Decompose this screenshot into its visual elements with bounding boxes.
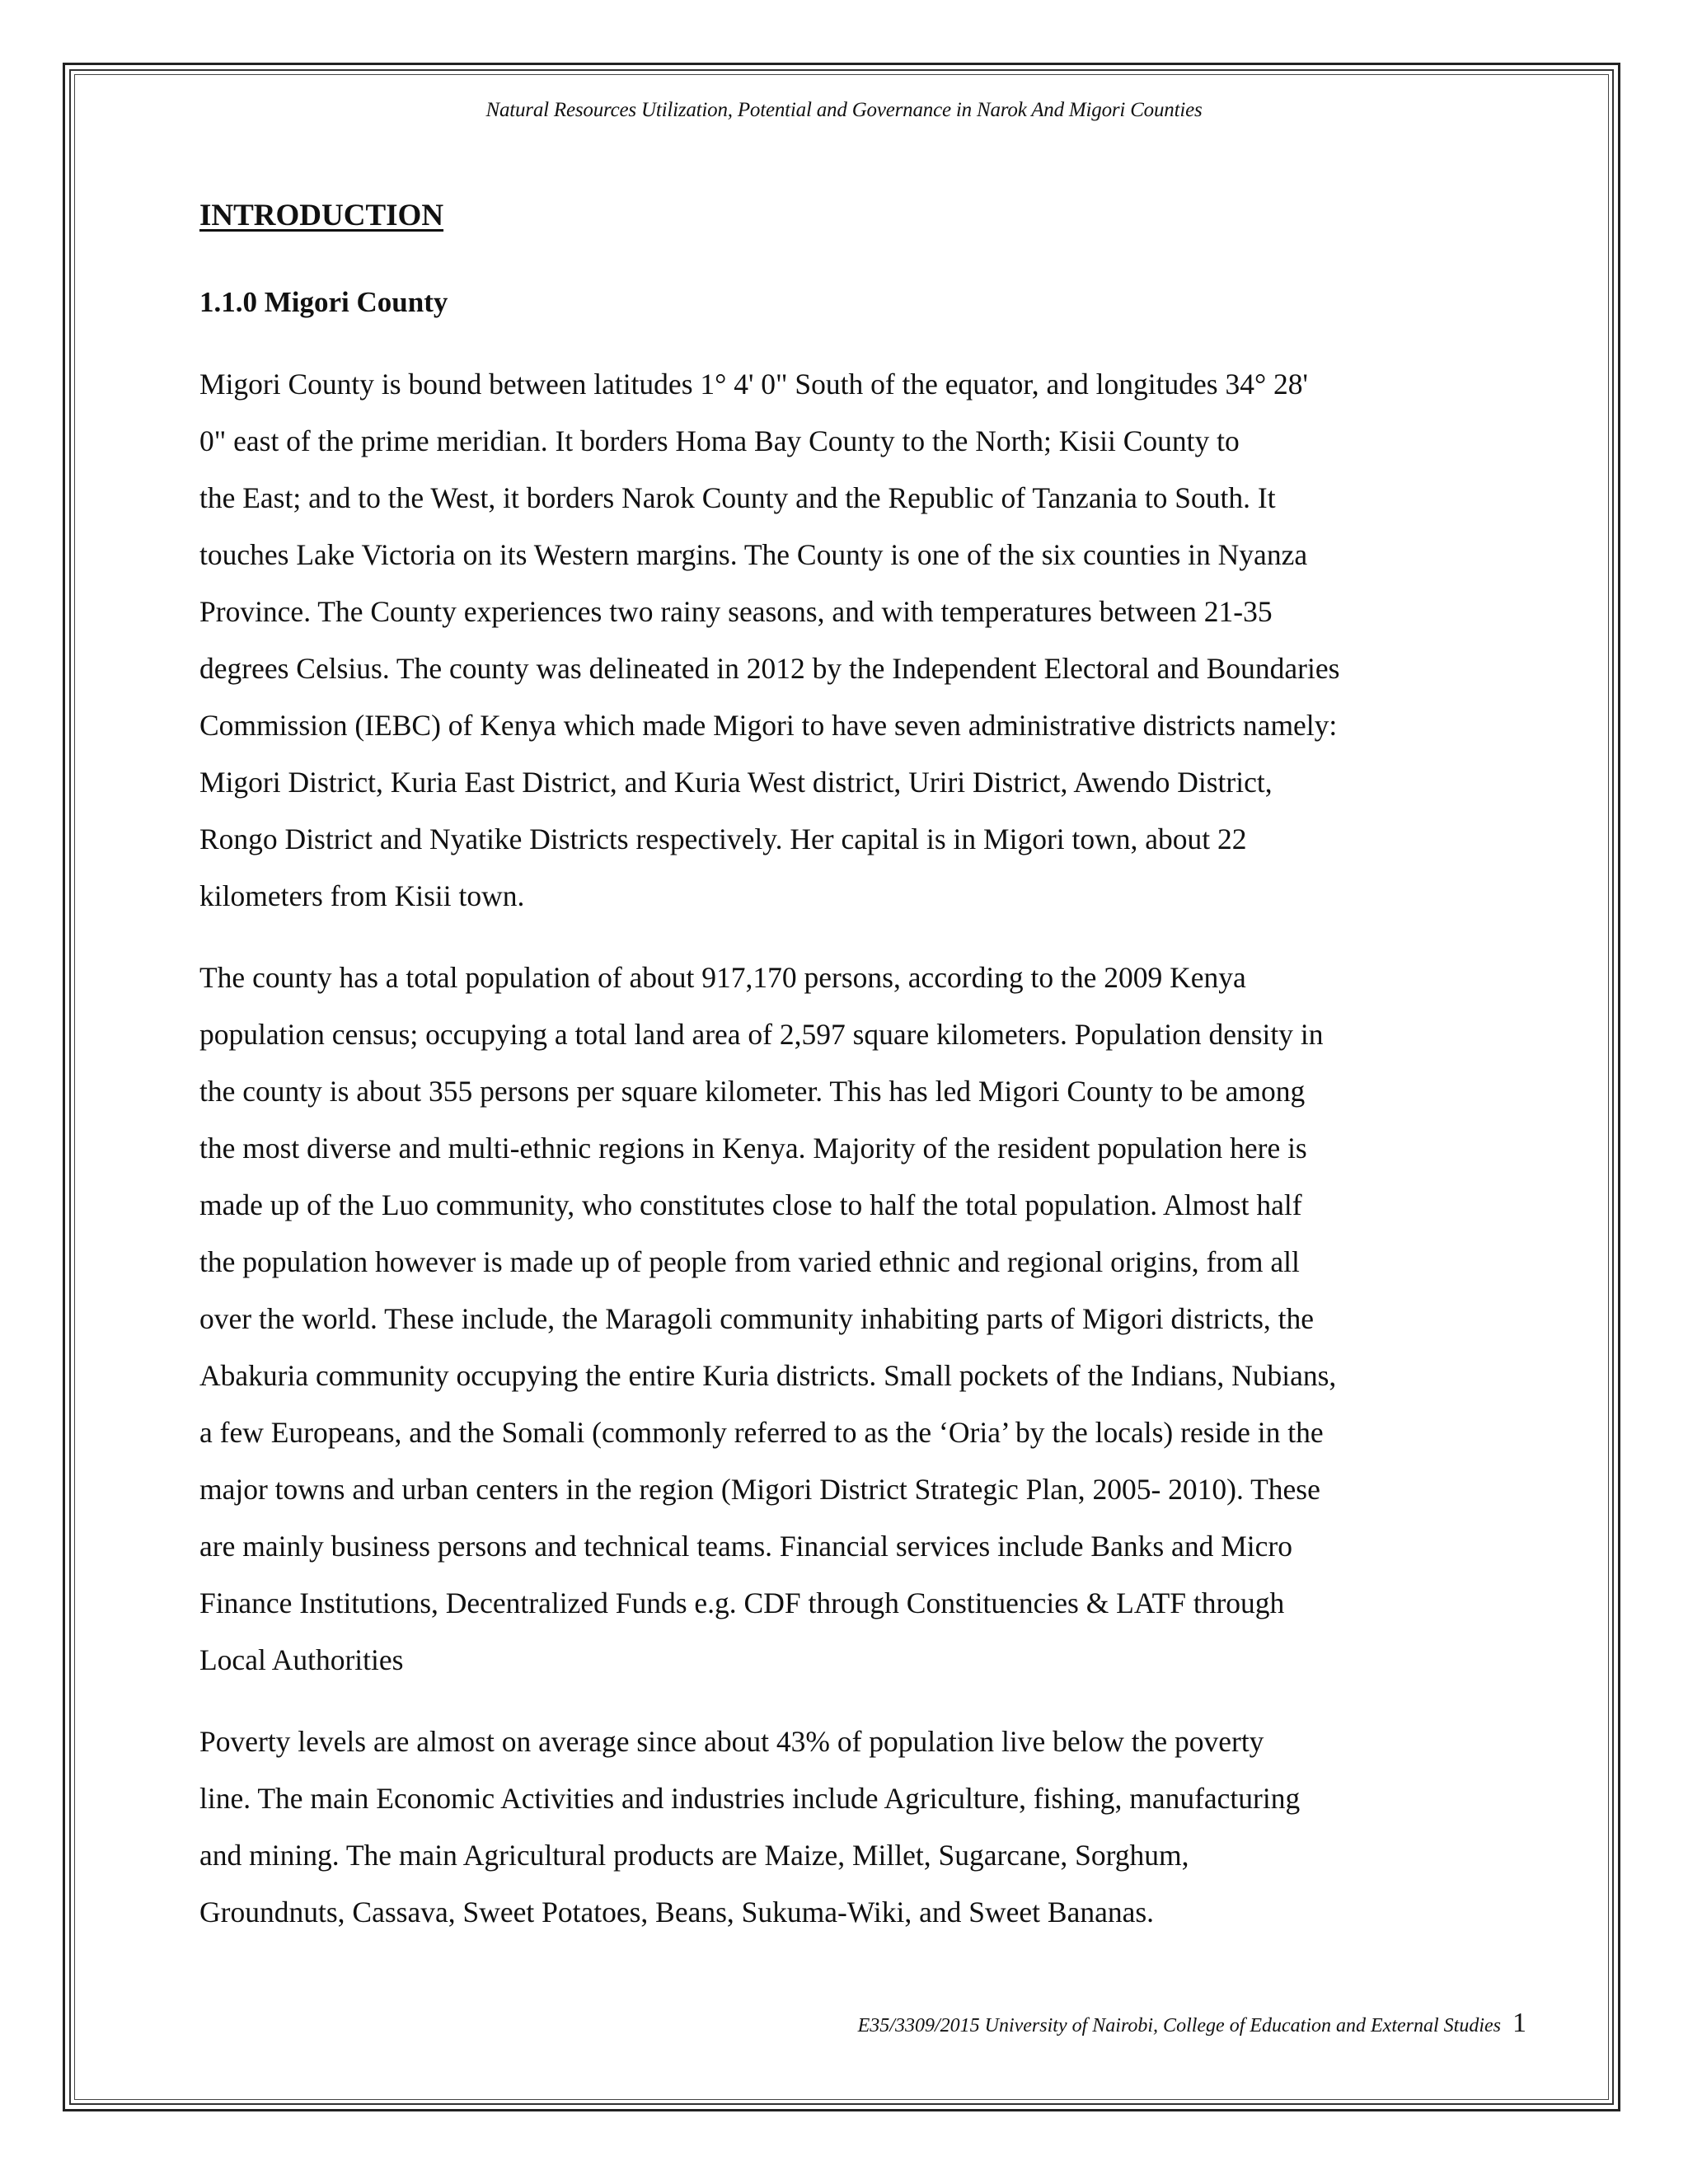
paragraph-location [199, 356, 1502, 925]
text-line: over the world. These include, the Maragoli community inhabiting parts of Migori districts, the [199, 1302, 1315, 1335]
text-line: Poverty levels are almost on average since about 43% of population live below the poverty [199, 1725, 1264, 1758]
running-header: Natural Resources Utilization, Potential and Governance in Narok And Migori Counties [485, 99, 1203, 121]
text-line: Abakuria community occupying the entire Kuria districts. Small pockets of the Indians, Nubians, [199, 1359, 1337, 1392]
text-line: the most diverse and multi-ethnic regions in Kenya. Majority of the resident population here is [199, 1132, 1307, 1165]
text-line: line. The main Economic Activities and industries include Agriculture, fishing, manufacturing [199, 1782, 1301, 1815]
text-line: the county is about 355 persons per square kilometer. This has led Migori County to be among [199, 1075, 1306, 1108]
text-line: touches Lake Victoria on its Western margins. The County is one of the six counties in Nyanza [199, 538, 1308, 571]
text-line: a few Europeans, and the Somali (commonly referred to as the ‘Oria’ by the locals) reside in the [199, 1416, 1324, 1449]
text-line: and mining. The main Agricultural products are Maize, Millet, Sugarcane, Sorghum, [199, 1839, 1189, 1872]
document-body [199, 191, 1502, 1966]
footer-citation: E35/3309/2015 University of Nairobi, College of Education and External Studies [857, 2015, 1501, 2036]
text-line: made up of the Luo community, who constitutes close to half the total population. Almost half [199, 1188, 1302, 1221]
text-line: Migori District, Kuria East District, and Kuria West district, Uriri District, Awendo District, [199, 766, 1273, 799]
text-line: kilometers from Kisii town. [199, 879, 525, 912]
page-number: 1 [1512, 2008, 1526, 2038]
paragraph-population [199, 949, 1502, 1689]
text-line: the East; and to the West, it borders Narok County and the Republic of Tanzania to South. It [199, 481, 1276, 514]
paragraph-economy [199, 1713, 1502, 1941]
text-line: Groundnuts, Cassava, Sweet Potatoes, Beans, Sukuma-Wiki, and Sweet Bananas. [199, 1896, 1155, 1929]
text-line: 0" east of the prime meridian. It borders Homa Bay County to the North; Kisii County to [199, 424, 1240, 457]
text-line: degrees Celsius. The county was delineated in 2012 by the Independent Electoral and Boundaries [199, 652, 1340, 685]
page-footer [858, 2008, 1526, 2039]
text-line: Finance Institutions, Decentralized Funds e.g. CDF through Constituencies & LATF through [199, 1586, 1285, 1619]
section-title: INTRODUCTION [199, 199, 444, 232]
text-line: Local Authorities [199, 1643, 404, 1676]
text-line: Migori County is bound between latitudes 1° 4' 0" South of the equator, and longitudes 34° 28' [199, 368, 1308, 401]
text-line: the population however is made up of people from varied ethnic and regional origins, from all [199, 1245, 1300, 1278]
text-line: Rongo District and Nyatike Districts respectively. Her capital is in Migori town, about 22 [199, 823, 1247, 855]
text-line: major towns and urban centers in the region (Migori District Strategic Plan, 2005- 2010). These [199, 1473, 1320, 1506]
text-line: Province. The County experiences two rainy seasons, and with temperatures between 21-35 [199, 595, 1273, 628]
subsection-title: 1.1.0 Migori County [199, 286, 448, 318]
text-line: population census; occupying a total land area of 2,597 square kilometers. Population density in [199, 1018, 1324, 1051]
text-line: Commission (IEBC) of Kenya which made Migori to have seven administrative districts namely: [199, 709, 1338, 742]
text-line: The county has a total population of about 917,170 persons, according to the 2009 Kenya [199, 961, 1246, 994]
text-line: are mainly business persons and technical teams. Financial services include Banks and Micro [199, 1530, 1292, 1563]
